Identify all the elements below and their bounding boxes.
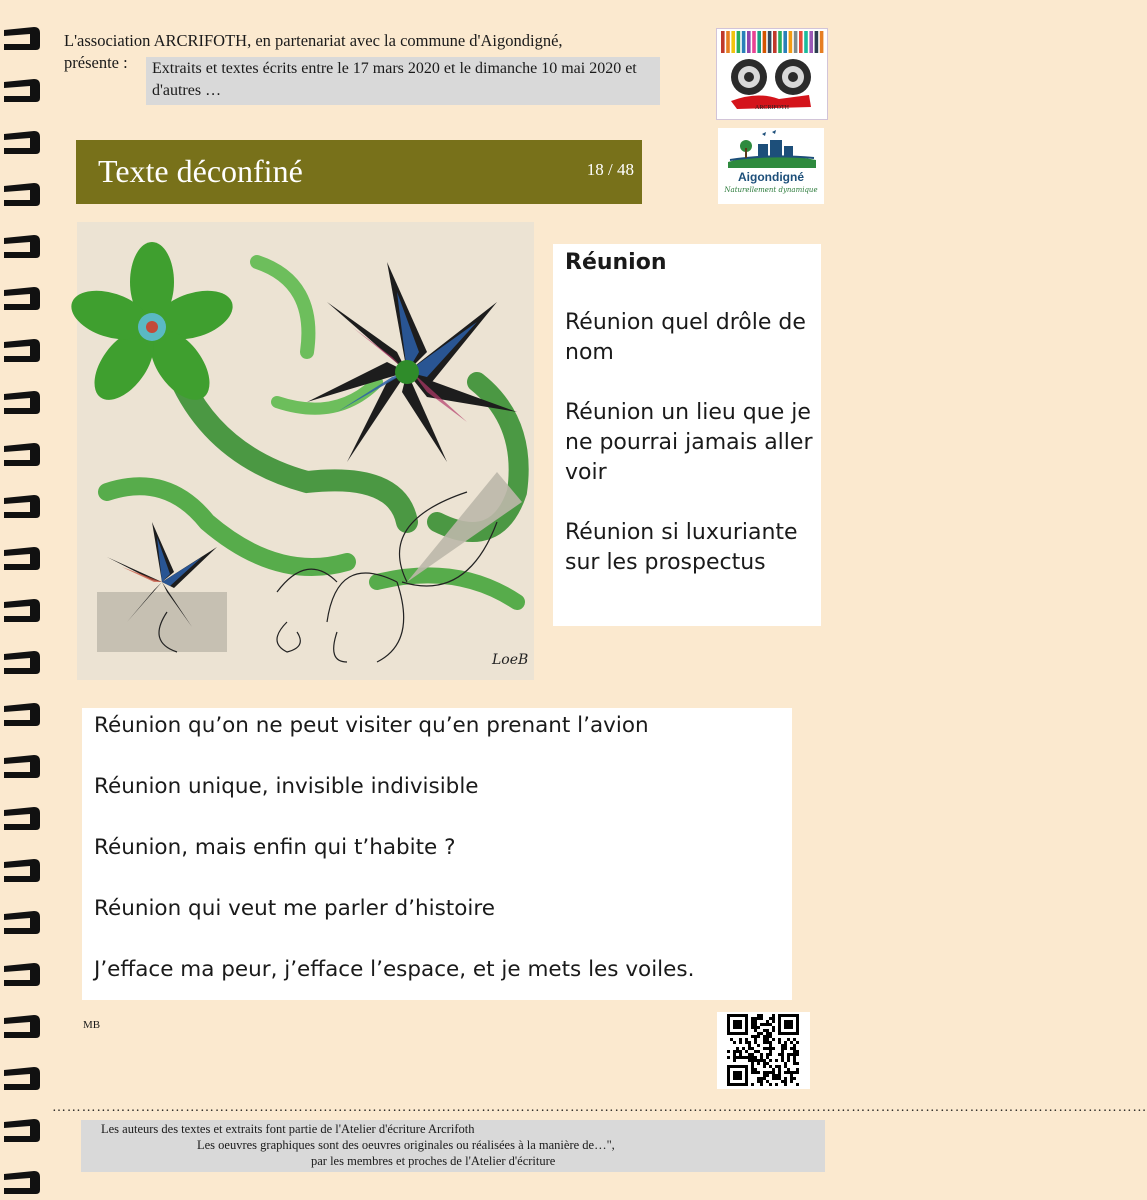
spiral-ring — [4, 495, 40, 518]
spiral-ring — [4, 963, 40, 986]
spiral-ring — [4, 183, 40, 206]
spiral-ring — [4, 79, 40, 102]
poem-stanza: Réunion si luxuriante sur les prospectus — [565, 520, 798, 575]
poem-line: Réunion qui veut me parler d’histoire — [94, 896, 495, 921]
spiral-ring — [4, 651, 40, 674]
subtitle-box: Extraits et textes écrits entre le 17 mars 2020 et le dimanche 10 mai 2020 et d'autres … — [146, 57, 660, 105]
poem-stanza: Réunion un lieu que je ne pourrai jamais aller voir — [565, 400, 813, 485]
poem-box-bottom — [82, 708, 792, 1000]
artwork-signature: LoeB — [492, 652, 529, 668]
footer-line-3: par les membres et proches de l'Atelier d'écriture — [311, 1154, 556, 1168]
spiral-ring — [4, 807, 40, 830]
spiral-ring — [4, 1067, 40, 1090]
intro-line-1: L'association ARCRIFOTH, en partenariat avec la commune d'Aigondigné, — [64, 31, 563, 50]
poem-stanza: Réunion quel drôle de nom — [565, 310, 806, 365]
flower-painting — [77, 222, 534, 680]
arcrifoth-caption: ARCRIFOTH — [754, 105, 789, 111]
poem-line: Réunion, mais enfin qui t’habite ? — [94, 835, 456, 860]
spiral-ring — [4, 1171, 40, 1194]
spiral-ring — [4, 339, 40, 362]
title-bar — [76, 140, 642, 204]
intro-line-2: présente : — [64, 53, 128, 72]
poem-line: J’efface ma peur, j’efface l’espace, et je mets les voiles. — [94, 957, 695, 982]
spiral-ring — [4, 235, 40, 258]
footer-line-2: Les oeuvres graphiques sont des oeuvres originales ou réalisées à la manière de…", — [197, 1138, 615, 1152]
dotted-divider: …………………………………………………………………………………………………………………………………………………………………………………………………… — [52, 1100, 1147, 1115]
camera-lens-icon — [731, 59, 767, 95]
author-initials: MB — [83, 1019, 101, 1031]
spiral-ring — [4, 755, 40, 778]
spiral-ring — [4, 443, 40, 466]
footer-line-1: Les auteurs des textes et extraits font partie de l'Atelier d'écriture Arcrifoth — [101, 1122, 475, 1136]
aigondigne-logo — [718, 128, 824, 204]
page-title: Texte déconfiné — [98, 153, 303, 189]
poem-line: Réunion qu’on ne peut visiter qu’en prenant l’avion — [94, 713, 649, 738]
poem-line: Réunion unique, invisible indivisible — [94, 774, 479, 799]
spiral-ring — [4, 287, 40, 310]
spiral-binding — [0, 0, 60, 1200]
spiral-ring — [4, 911, 40, 934]
spiral-ring — [4, 547, 40, 570]
poem-title: Réunion — [565, 250, 667, 275]
aigondigne-tagline: Naturellement dynamique — [724, 186, 818, 194]
footer-note — [81, 1120, 825, 1172]
arcrifoth-logo — [716, 28, 828, 120]
spiral-ring — [4, 1015, 40, 1038]
spiral-ring — [4, 1119, 40, 1142]
aigondigne-name: Aigondigné — [738, 170, 804, 184]
spiral-ring — [4, 391, 40, 414]
poem-box-right — [553, 244, 821, 626]
spiral-ring — [4, 599, 40, 622]
spiral-ring — [4, 131, 40, 154]
spiral-ring — [4, 27, 40, 50]
intro-text — [64, 31, 563, 72]
camera-lens-icon — [775, 59, 811, 95]
spiral-ring — [4, 859, 40, 882]
page-number: 18 / 48 — [586, 160, 634, 179]
qr-code-icon[interactable] — [717, 1012, 810, 1089]
village-icon — [718, 128, 824, 170]
spiral-ring — [4, 703, 40, 726]
